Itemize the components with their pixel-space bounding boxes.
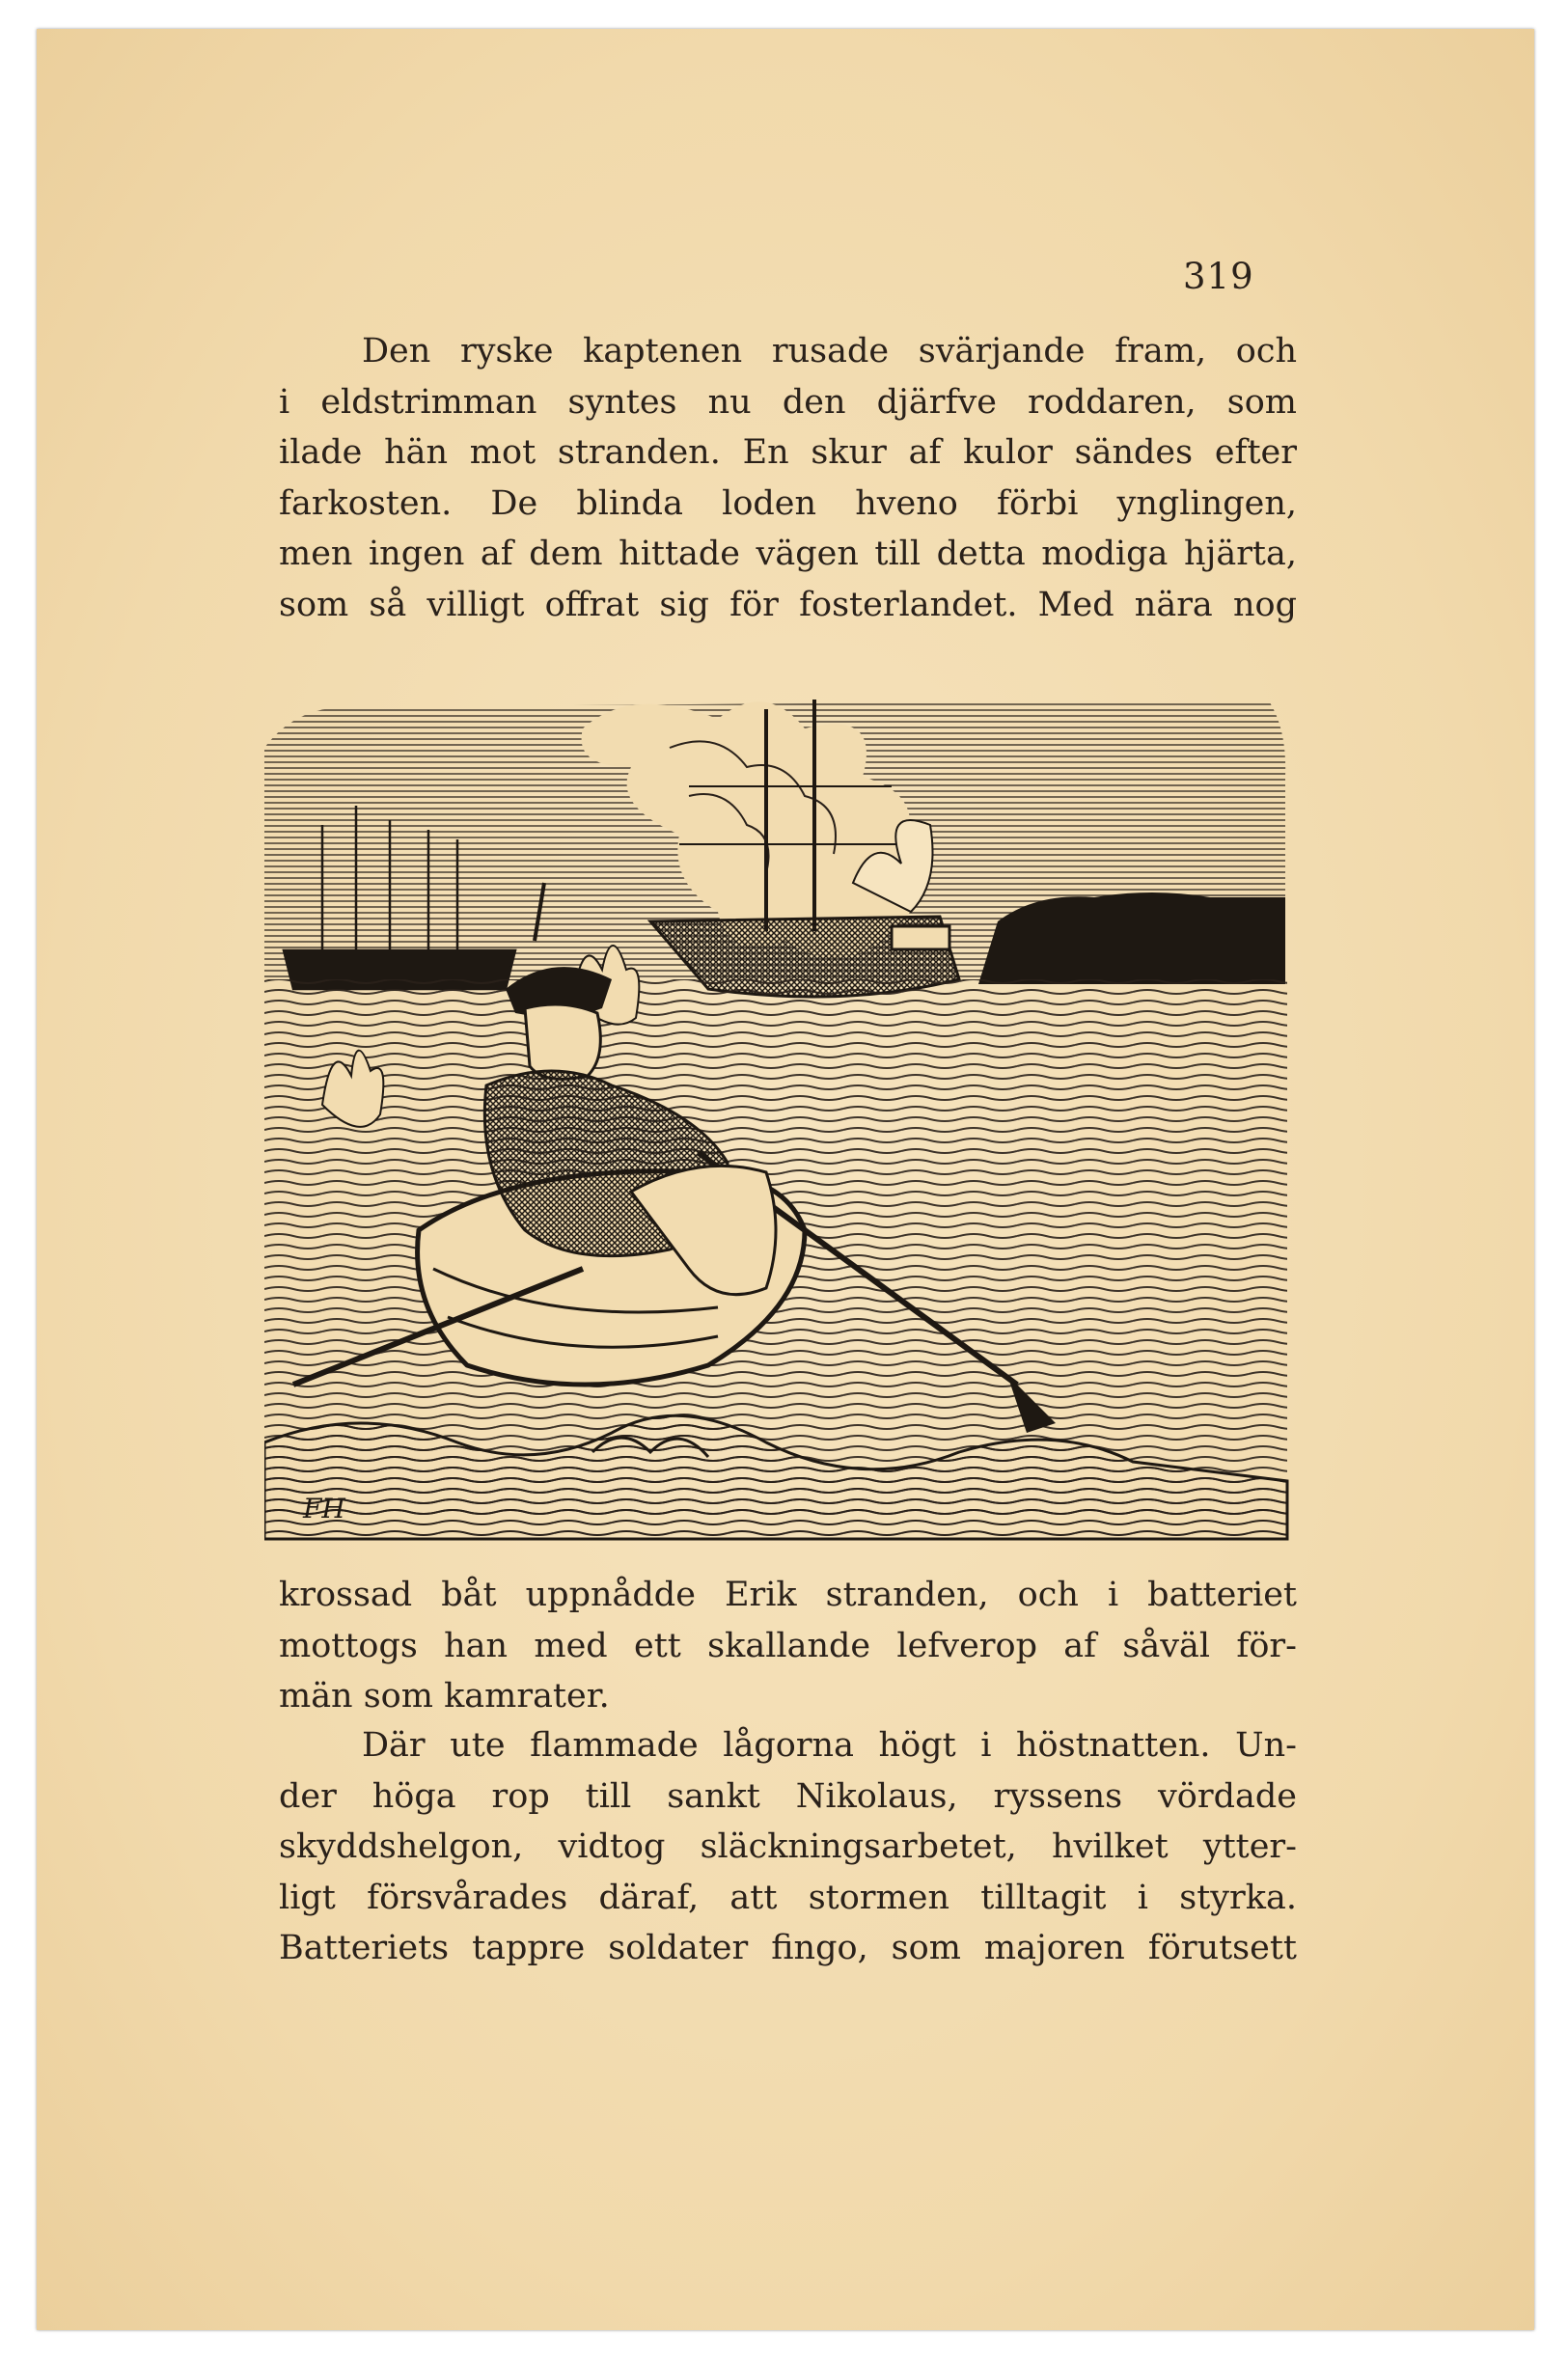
rowboat-battle-engraving (264, 690, 1292, 1553)
paragraph-top (279, 326, 1297, 630)
text-line: skyddshelgon, vidtog släckningsarbetet, hvilket ytter- (279, 1827, 1297, 1866)
book-page (37, 29, 1534, 2330)
paragraph-bottom (279, 1720, 1297, 1974)
text-line: mottogs han med ett skallande lefverop af såväl för- (279, 1626, 1297, 1665)
text-line: men ingen af dem hittade vägen till detta modiga hjärta, (279, 535, 1297, 573)
text-line: krossad båt uppnådde Erik stranden, och i batteriet (279, 1576, 1297, 1614)
text-line: ligt försvårades däraf, att stormen tilltagit i styrka. (279, 1878, 1297, 1917)
text-line: ilade hän mot stranden. En skur af kulor sändes efter (279, 433, 1297, 472)
page-number: 319 (1183, 256, 1254, 297)
text-line: Den ryske kaptenen rusade svärjande fram, och (362, 332, 1297, 371)
text-line: farkosten. De blinda loden hveno förbi ynglingen, (279, 483, 1297, 523)
artist-signature: FH (303, 1493, 345, 1524)
text-line: män som kamrater. (279, 1677, 610, 1716)
text-line: der höga rop till sankt Nikolaus, ryssens vördade (279, 1776, 1297, 1816)
text-line: Batteriets tappre soldater fingo, som majoren förutsett (279, 1929, 1297, 1967)
engraving-illustration (264, 690, 1292, 1553)
text-line: i eldstrimman syntes nu den djärfve roddaren, som (279, 382, 1297, 422)
paragraph-middle (279, 1570, 1297, 1722)
text-line: som så villigt offrat sig för fosterlandet. Med nära nog (279, 585, 1297, 624)
text-line: Där ute flammade lågorna högt i höstnatten. Un- (362, 1726, 1297, 1765)
